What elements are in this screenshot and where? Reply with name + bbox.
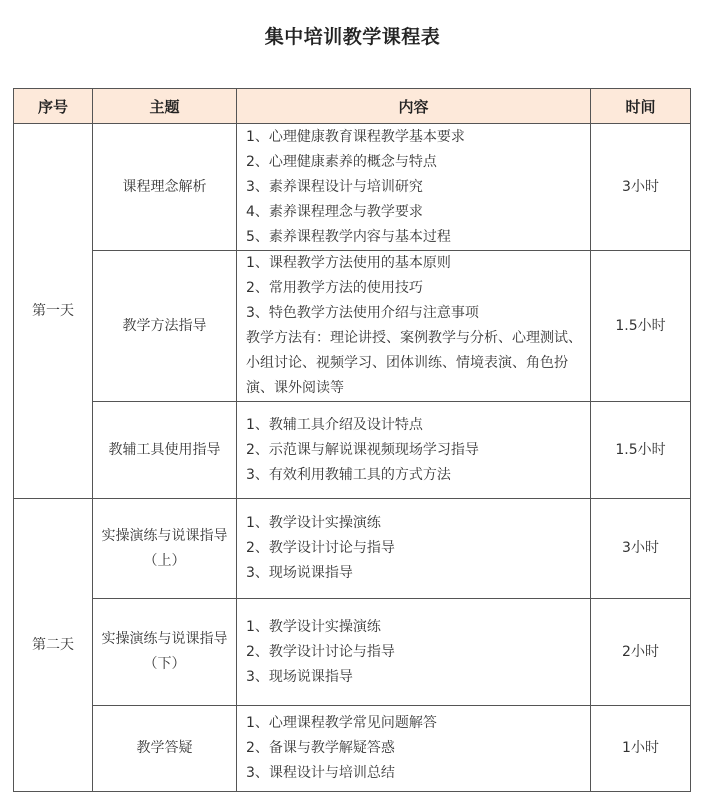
content-line: 3、特色教学方法使用介绍与注意事项 [246,305,479,321]
content-cell [237,402,591,499]
content-line: 4、素养课程理念与教学要求 [246,203,423,220]
content-line: 1、心理课程教学常见问题解答 [246,715,437,731]
content-line: 2、心理健康素养的概念与特点 [246,153,437,170]
header-content: 内容 [237,89,591,124]
topic-cell: 课程理念解析 [93,124,237,251]
topic-cell: 实操演练与说课指导（上） [93,499,237,599]
content-line: 1、教学设计实操演练 [246,515,381,531]
table-row [14,251,691,402]
time-cell: 1小时 [591,706,691,792]
content-line: 1、教辅工具介绍及设计特点 [246,416,423,433]
header-time: 时间 [591,89,691,124]
content-line: 5、素养课程教学内容与基本过程 [246,228,451,245]
table-row [14,124,691,251]
table-header-row [14,89,691,124]
time-cell: 3小时 [591,499,691,599]
content-cell [237,251,591,402]
topic-cell: 实操演练与说课指导（下） [93,599,237,706]
table-row [14,402,691,499]
content-line: 3、素养课程设计与培训研究 [246,178,423,195]
time-cell: 3小时 [591,124,691,251]
header-seq: 序号 [14,89,93,124]
content-line: 教学方法有：理论讲授、案例教学与分析、心理测试、小组讨论、视频学习、团体训练、情境表演、角色扮演、课外阅读等 [246,330,582,396]
table-row [14,706,691,792]
header-topic: 主题 [93,89,237,124]
content-line: 3、课程设计与培训总结 [246,765,395,781]
page-title: 集中培训教学课程表 [264,26,441,48]
topic-cell: 教辅工具使用指导 [93,402,237,499]
topic-cell: 教学答疑 [93,706,237,792]
content-line: 3、有效利用教辅工具的方式方法 [246,466,451,483]
day-label: 第一天 [14,124,93,499]
table-row [14,499,691,599]
content-line: 3、现场说课指导 [246,565,353,581]
course-schedule-table [13,88,691,792]
time-cell: 1.5小时 [591,251,691,402]
content-line: 1、心理健康教育课程教学基本要求 [246,128,465,145]
content-line: 2、教学设计讨论与指导 [246,540,395,556]
day-label: 第二天 [14,499,93,792]
content-line: 2、常用教学方法的使用技巧 [246,280,423,296]
content-cell [237,599,591,706]
content-line: 2、示范课与解说课视频现场学习指导 [246,441,479,458]
time-cell: 2小时 [591,599,691,706]
topic-cell: 教学方法指导 [93,251,237,402]
content-line: 3、现场说课指导 [246,668,353,685]
content-cell [237,706,591,792]
content-cell [237,124,591,251]
content-line: 2、备课与教学解疑答惑 [246,740,395,756]
table-row [14,599,691,706]
content-line: 1、教学设计实操演练 [246,618,381,635]
content-line: 2、教学设计讨论与指导 [246,643,395,660]
content-line: 1、课程教学方法使用的基本原则 [246,255,451,271]
time-cell: 1.5小时 [591,402,691,499]
content-cell [237,499,591,599]
